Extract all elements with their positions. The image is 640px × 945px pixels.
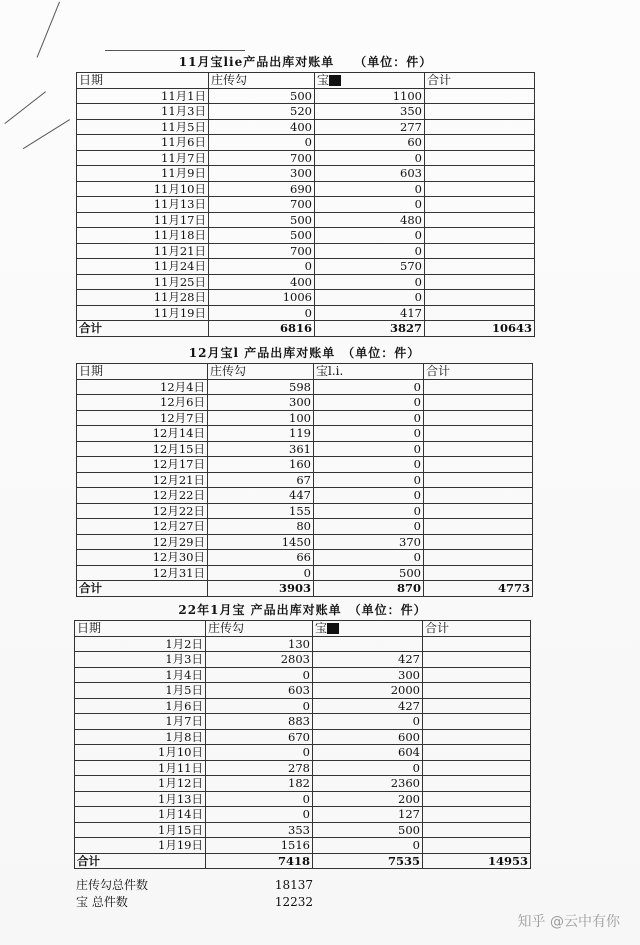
zhuang-cell: 0: [206, 791, 313, 807]
subtotal-cell: [425, 274, 535, 290]
table-row: [77, 228, 535, 244]
bao-cell: 0: [314, 503, 424, 519]
total-value: 6816: [209, 321, 315, 337]
table-row: [75, 636, 531, 652]
summary-label: 庄传勾总件数: [76, 878, 149, 892]
bao-cell: 0: [314, 550, 424, 566]
table-title-row: [77, 343, 533, 364]
date-cell: 1月14日: [75, 807, 206, 823]
subtotal-cell: [423, 667, 531, 683]
bao-cell: 0: [315, 197, 425, 213]
table-row: [75, 729, 531, 745]
zhuang-cell: 400: [209, 119, 315, 135]
column-header: 合计: [424, 364, 533, 380]
summary-label: 宝 总件数: [76, 895, 128, 909]
zhuang-cell: 520: [209, 104, 315, 120]
table-row: [77, 488, 533, 504]
subtotal-cell: [425, 290, 535, 306]
bao-cell: 0: [314, 472, 424, 488]
bao-cell: 0: [313, 838, 423, 854]
date-cell: 11月6日: [77, 135, 209, 151]
bao-cell: 277: [315, 119, 425, 135]
table-body: [75, 600, 531, 869]
december-ledger-table: [76, 343, 533, 597]
date-cell: 1月11日: [75, 760, 206, 776]
zhuang-cell: 119: [208, 426, 314, 442]
table-row: [77, 212, 535, 228]
zhuang-cell: 0: [206, 698, 313, 714]
table-row: [75, 838, 531, 854]
zhuang-cell: 500: [209, 88, 315, 104]
table-row: [77, 534, 533, 550]
bao-cell: 0: [315, 243, 425, 259]
subtotal-cell: [425, 228, 535, 244]
zhuang-cell: 155: [208, 503, 314, 519]
subtotal-cell: [425, 150, 535, 166]
total-label: 合计: [77, 321, 209, 337]
date-cell: 11月5日: [77, 119, 209, 135]
subtotal-cell: [425, 166, 535, 182]
zhuang-cell: 700: [209, 243, 315, 259]
redaction-block: [327, 623, 339, 634]
table-row: [77, 274, 535, 290]
zhuang-cell: 1516: [206, 838, 313, 854]
table-row: [75, 822, 531, 838]
subtotal-cell: [425, 135, 535, 151]
date-cell: 1月13日: [75, 791, 206, 807]
table-row: [75, 652, 531, 668]
column-header: 日期: [75, 621, 206, 637]
bao-cell: 0: [314, 457, 424, 473]
table-row: [77, 426, 533, 442]
date-cell: 11月21日: [77, 243, 209, 259]
table-body: [77, 343, 533, 596]
subtotal-cell: [423, 760, 531, 776]
table-header-row: [75, 621, 531, 637]
column-header: 宝: [313, 621, 423, 637]
date-cell: 1月2日: [75, 636, 206, 652]
table-row: [77, 503, 533, 519]
table-title: 22年1月宝 产品出库对账单 （单位：件）: [178, 603, 427, 617]
bao-cell: 350: [315, 104, 425, 120]
subtotal-cell: [425, 88, 535, 104]
bao-cell: 570: [315, 259, 425, 275]
zhuang-cell: 690: [209, 181, 315, 197]
bao-cell: 200: [313, 791, 423, 807]
scan-mark: [4, 91, 46, 124]
total-row: [75, 853, 531, 869]
table-header-row: [77, 73, 535, 89]
bao-cell: 370: [314, 534, 424, 550]
table-row: [77, 472, 533, 488]
zhuang-cell: 1450: [208, 534, 314, 550]
zhuang-cell: 300: [209, 166, 315, 182]
date-cell: 12月30日: [77, 550, 208, 566]
bao-cell: 603: [315, 166, 425, 182]
date-cell: 1月8日: [75, 729, 206, 745]
date-cell: 1月10日: [75, 745, 206, 761]
date-cell: 12月15日: [77, 441, 208, 457]
bao-cell: 0: [314, 519, 424, 535]
table-title-row: [77, 52, 535, 73]
bao-cell: 500: [314, 565, 424, 581]
total-label: 合计: [75, 853, 206, 869]
column-header: 宝: [315, 73, 425, 89]
zhuang-cell: 130: [206, 636, 313, 652]
zhuang-cell: 66: [208, 550, 314, 566]
watermark: 知乎 @云中有你: [517, 914, 620, 930]
redaction-block: [329, 75, 341, 86]
table-title-row: [75, 600, 531, 621]
bao-cell: 0: [314, 410, 424, 426]
date-cell: 1月15日: [75, 822, 206, 838]
table-row: [75, 667, 531, 683]
column-header: 合计: [423, 621, 531, 637]
table-row: [77, 150, 535, 166]
summary-row: [76, 893, 313, 910]
zhuang-cell: 80: [208, 519, 314, 535]
total-value: 7418: [206, 853, 313, 869]
zhuang-cell: 182: [206, 776, 313, 792]
bao-cell: 0: [314, 441, 424, 457]
table-row: [77, 135, 535, 151]
bao-cell: 0: [314, 395, 424, 411]
subtotal-cell: [425, 104, 535, 120]
table-row: [77, 379, 533, 395]
zhuang-cell: 500: [209, 228, 315, 244]
table-row: [77, 166, 535, 182]
subtotal-cell: [425, 181, 535, 197]
table-row: [77, 550, 533, 566]
table-row: [75, 776, 531, 792]
bao-cell: 417: [315, 305, 425, 321]
table-row: [75, 760, 531, 776]
subtotal-cell: [425, 212, 535, 228]
bao-cell: 0: [315, 290, 425, 306]
table-row: [77, 565, 533, 581]
date-cell: 1月4日: [75, 667, 206, 683]
table-row: [77, 181, 535, 197]
zhuang-cell: 0: [209, 305, 315, 321]
bao-cell: 480: [315, 212, 425, 228]
subtotal-cell: [423, 822, 531, 838]
total-value: 14953: [423, 853, 531, 869]
date-cell: 12月27日: [77, 519, 208, 535]
zhuang-cell: 361: [208, 441, 314, 457]
zhuang-cell: 0: [209, 135, 315, 151]
table-row: [75, 807, 531, 823]
zhuang-cell: 2803: [206, 652, 313, 668]
date-cell: 12月4日: [77, 379, 208, 395]
bao-cell: 1100: [315, 88, 425, 104]
bao-cell: 2360: [313, 776, 423, 792]
total-value: 4773: [424, 581, 533, 597]
zhuang-cell: 300: [208, 395, 314, 411]
total-value: 10643: [425, 321, 535, 337]
table-row: [75, 745, 531, 761]
subtotal-cell: [423, 636, 531, 652]
subtotal-cell: [425, 119, 535, 135]
zhuang-cell: 0: [206, 807, 313, 823]
zhuang-cell: 670: [206, 729, 313, 745]
zhuang-cell: 160: [208, 457, 314, 473]
subtotal-cell: [424, 472, 533, 488]
bao-cell: 0: [313, 760, 423, 776]
total-label: 合计: [77, 581, 208, 597]
date-cell: 1月3日: [75, 652, 206, 668]
total-value: 3827: [315, 321, 425, 337]
subtotal-cell: [423, 714, 531, 730]
date-cell: 11月7日: [77, 150, 209, 166]
bao-cell: 2000: [313, 683, 423, 699]
zhuang-cell: 0: [208, 565, 314, 581]
zhuang-cell: 400: [209, 274, 315, 290]
bao-cell: 427: [313, 698, 423, 714]
total-row: [77, 581, 533, 597]
total-value: 7535: [313, 853, 423, 869]
zhuang-cell: 0: [206, 745, 313, 761]
date-cell: 1月7日: [75, 714, 206, 730]
subtotal-cell: [425, 305, 535, 321]
date-cell: 11月17日: [77, 212, 209, 228]
table-row: [77, 457, 533, 473]
january-ledger-table: [74, 600, 531, 869]
november-ledger-table: [76, 52, 535, 337]
zhuang-cell: 700: [209, 150, 315, 166]
subtotal-cell: [423, 791, 531, 807]
summary-row: [76, 876, 313, 893]
table-row: [77, 119, 535, 135]
subtotal-cell: [423, 683, 531, 699]
zhuang-cell: 278: [206, 760, 313, 776]
date-cell: 12月22日: [77, 488, 208, 504]
table-row: [75, 714, 531, 730]
summary-value: 18137: [274, 878, 314, 892]
date-cell: 11月25日: [77, 274, 209, 290]
subtotal-cell: [424, 441, 533, 457]
subtotal-cell: [424, 519, 533, 535]
zhuang-cell: 598: [208, 379, 314, 395]
table-header-row: [77, 364, 533, 380]
column-header: 日期: [77, 364, 208, 380]
summary-value: 12232: [274, 895, 314, 909]
column-header: 合计: [425, 73, 535, 89]
zhuang-cell: 500: [209, 212, 315, 228]
bao-cell: 0: [314, 426, 424, 442]
table-row: [75, 683, 531, 699]
column-header: 庄传勾: [208, 364, 314, 380]
date-cell: 11月19日: [77, 305, 209, 321]
subtotal-cell: [425, 197, 535, 213]
date-cell: 12月29日: [77, 534, 208, 550]
zhuang-cell: 603: [206, 683, 313, 699]
subtotal-cell: [423, 729, 531, 745]
bao-cell: [313, 636, 423, 652]
table-body: [77, 52, 535, 336]
total-row: [77, 321, 535, 337]
date-cell: 11月24日: [77, 259, 209, 275]
date-cell: 11月9日: [77, 166, 209, 182]
zhuang-cell: 883: [206, 714, 313, 730]
zhuang-cell: 67: [208, 472, 314, 488]
date-cell: 11月13日: [77, 197, 209, 213]
date-cell: 12月14日: [77, 426, 208, 442]
column-header: 庄传勾: [209, 73, 315, 89]
table-row: [75, 698, 531, 714]
summary-block: [76, 876, 313, 910]
bao-cell: 0: [315, 228, 425, 244]
subtotal-cell: [423, 652, 531, 668]
subtotal-cell: [424, 379, 533, 395]
subtotal-cell: [424, 410, 533, 426]
bao-cell: 427: [313, 652, 423, 668]
scan-mark: [37, 2, 60, 58]
subtotal-cell: [424, 503, 533, 519]
bao-cell: 0: [315, 181, 425, 197]
date-cell: 11月3日: [77, 104, 209, 120]
bao-cell: 0: [313, 714, 423, 730]
subtotal-cell: [424, 488, 533, 504]
date-cell: 1月5日: [75, 683, 206, 699]
zhuang-cell: 447: [208, 488, 314, 504]
table-row: [75, 791, 531, 807]
table-row: [77, 519, 533, 535]
subtotal-cell: [425, 243, 535, 259]
date-cell: 12月21日: [77, 472, 208, 488]
date-cell: 12月22日: [77, 503, 208, 519]
table-row: [77, 88, 535, 104]
table-row: [77, 305, 535, 321]
total-value: 870: [314, 581, 424, 597]
subtotal-cell: [424, 550, 533, 566]
date-cell: 12月6日: [77, 395, 208, 411]
table-row: [77, 410, 533, 426]
table-row: [77, 243, 535, 259]
subtotal-cell: [424, 565, 533, 581]
zhuang-cell: 700: [209, 197, 315, 213]
bao-cell: 0: [314, 488, 424, 504]
table-row: [77, 441, 533, 457]
subtotal-cell: [424, 395, 533, 411]
subtotal-cell: [423, 776, 531, 792]
scan-mark: [23, 119, 70, 149]
bao-cell: 0: [314, 379, 424, 395]
table-row: [77, 259, 535, 275]
date-cell: 12月17日: [77, 457, 208, 473]
zhuang-cell: 0: [209, 259, 315, 275]
bao-cell: 604: [313, 745, 423, 761]
column-header: 日期: [77, 73, 209, 89]
zhuang-cell: 1006: [209, 290, 315, 306]
bao-cell: 500: [313, 822, 423, 838]
table-title: 11月宝lie产品出库对账单 （单位：件）: [178, 55, 433, 69]
table-row: [77, 104, 535, 120]
bao-cell: 600: [313, 729, 423, 745]
bao-cell: 60: [315, 135, 425, 151]
bao-cell: 0: [315, 150, 425, 166]
date-cell: 12月7日: [77, 410, 208, 426]
zhuang-cell: 0: [206, 667, 313, 683]
total-value: 3903: [208, 581, 314, 597]
column-header: 宝l.i.: [314, 364, 424, 380]
table-row: [77, 395, 533, 411]
date-cell: 1月19日: [75, 838, 206, 854]
date-cell: 11月18日: [77, 228, 209, 244]
subtotal-cell: [423, 698, 531, 714]
subtotal-cell: [424, 426, 533, 442]
bao-cell: 127: [313, 807, 423, 823]
subtotal-cell: [423, 838, 531, 854]
bao-cell: 0: [315, 274, 425, 290]
date-cell: 11月28日: [77, 290, 209, 306]
date-cell: 11月10日: [77, 181, 209, 197]
subtotal-cell: [424, 534, 533, 550]
subtotal-cell: [425, 259, 535, 275]
subtotal-cell: [424, 457, 533, 473]
scan-mark: [105, 50, 245, 51]
column-header: 庄传勾: [206, 621, 313, 637]
zhuang-cell: 353: [206, 822, 313, 838]
subtotal-cell: [423, 745, 531, 761]
date-cell: 1月12日: [75, 776, 206, 792]
subtotal-cell: [423, 807, 531, 823]
table-title: 12月宝l 产品出库对账单 （单位：件）: [188, 346, 421, 360]
date-cell: 1月6日: [75, 698, 206, 714]
date-cell: 12月31日: [77, 565, 208, 581]
bao-cell: 300: [313, 667, 423, 683]
zhuang-cell: 100: [208, 410, 314, 426]
table-row: [77, 290, 535, 306]
date-cell: 11月1日: [77, 88, 209, 104]
table-row: [77, 197, 535, 213]
